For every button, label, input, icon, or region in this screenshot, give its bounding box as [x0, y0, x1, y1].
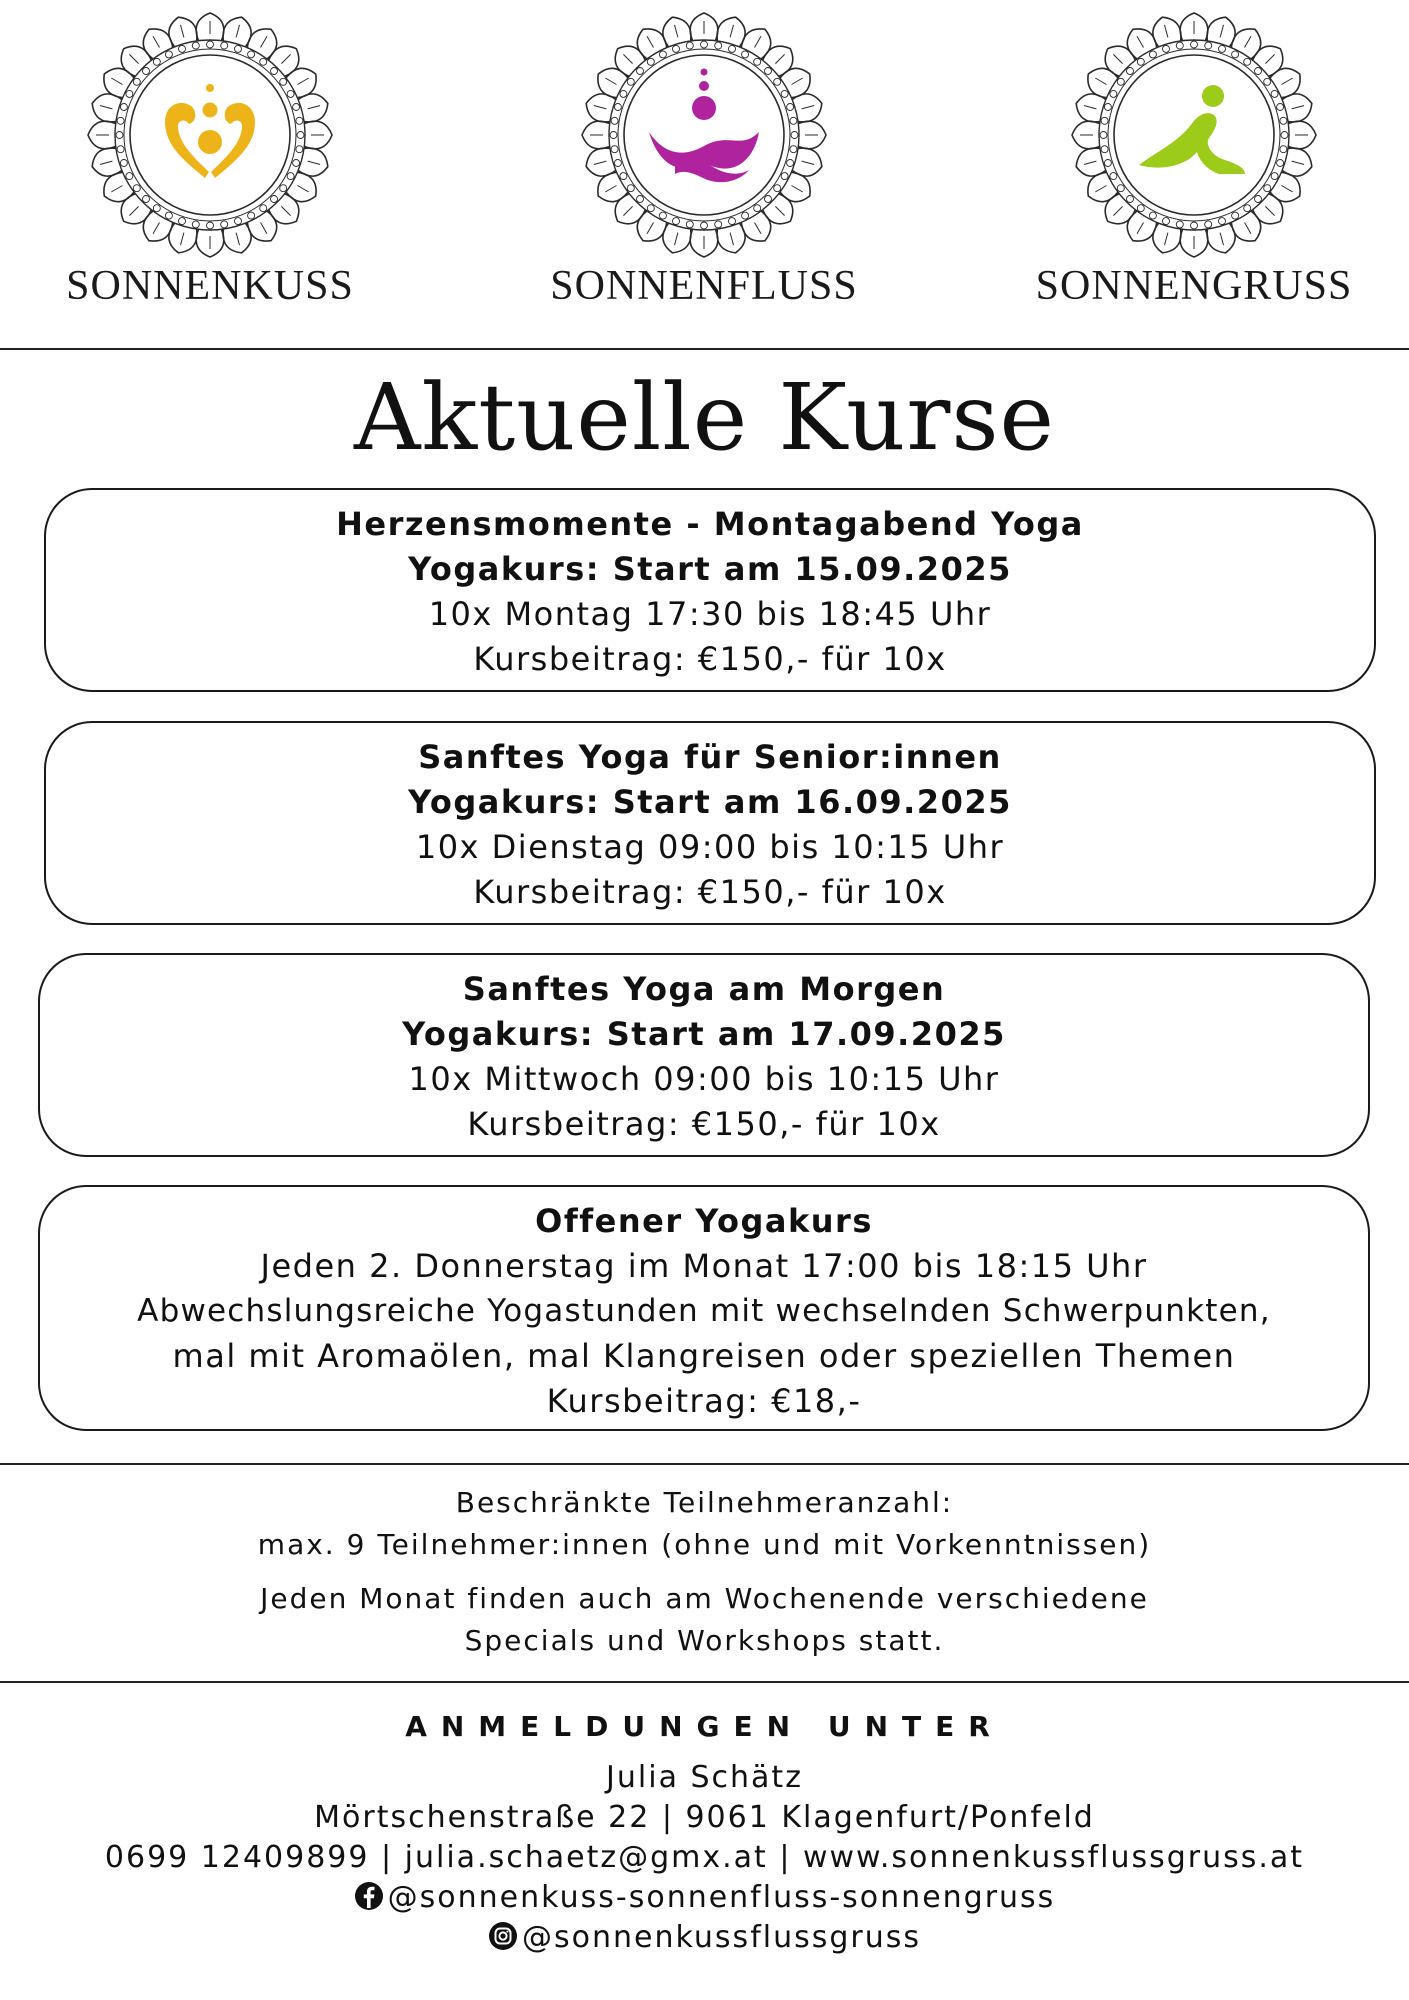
facebook-handle: @sonnenkuss-sonnenfluss-sonnengruss [387, 1880, 1056, 1915]
course-card-open [38, 1185, 1370, 1431]
course-schedule: Jeden 2. Donnerstag im Monat 17:00 bis 18:15 Uhr [260, 1247, 1148, 1285]
instagram-handle-row [0, 1918, 1409, 1958]
logo-name: SONNENGRUSS [1035, 263, 1353, 309]
logo-sonnenkuss [0, 10, 420, 310]
divider-bottom [0, 1681, 1409, 1683]
info-line: Specials und Workshops statt. [464, 1624, 945, 1657]
specials-info [0, 1578, 1409, 1662]
course-title: Herzensmomente - Montagabend Yoga [336, 505, 1084, 543]
contact-address: Mörtschenstraße 22 | 9061 Klagenfurt/Ponfeld [314, 1800, 1095, 1835]
contact-details: 0699 12409899 | julia.schaetz@gmx.at | www.sonnenkussflussgruss.at [104, 1840, 1305, 1875]
sun-mandala-icon [85, 10, 335, 260]
course-start: Yogakurs: Start am 15.09.2025 [408, 550, 1012, 588]
course-start: Yogakurs: Start am 17.09.2025 [402, 1015, 1006, 1053]
course-price: Kursbeitrag: €150,- für 10x [467, 1105, 941, 1143]
course-card [38, 953, 1370, 1157]
facebook-handle-row [0, 1878, 1409, 1918]
course-card [44, 721, 1376, 925]
course-title: Sanftes Yoga am Morgen [462, 970, 946, 1008]
course-price: Kursbeitrag: €150,- für 10x [473, 640, 947, 678]
course-start: Yogakurs: Start am 16.09.2025 [408, 783, 1012, 821]
contact-block [0, 1758, 1409, 1958]
course-description: mal mit Aromaölen, mal Klangreisen oder speziellen Themen [172, 1337, 1236, 1375]
course-schedule: 10x Montag 17:30 bis 18:45 Uhr [428, 595, 992, 633]
info-line: Jeden Monat finden auch am Wochenende verschiedene [260, 1582, 1149, 1615]
sun-mandala-icon [579, 10, 829, 260]
divider-top [0, 348, 1409, 350]
course-title: Offener Yogakurs [535, 1202, 873, 1240]
info-line: Beschränkte Teilnehmeranzahl: [455, 1486, 954, 1519]
course-schedule: 10x Dienstag 09:00 bis 10:15 Uhr [415, 828, 1005, 866]
course-price: Kursbeitrag: €18,- [546, 1382, 862, 1420]
page-title: Aktuelle Kurse [354, 364, 1055, 471]
course-schedule: 10x Mittwoch 09:00 bis 10:15 Uhr [408, 1060, 1000, 1098]
contact-name: Julia Schätz [606, 1760, 803, 1795]
divider-middle [0, 1463, 1409, 1465]
logo-sonnenfluss [494, 10, 914, 310]
course-price: Kursbeitrag: €150,- für 10x [473, 873, 947, 911]
instagram-handle: @sonnenkussflussgruss [521, 1920, 922, 1955]
logo-name: SONNENFLUSS [550, 263, 858, 309]
logo-sonnengruss [984, 10, 1404, 310]
participant-limit [0, 1482, 1409, 1566]
registration-title: ANMELDUNGEN UNTER [405, 1710, 1004, 1743]
logo-name: SONNENKUSS [66, 263, 354, 309]
facebook-icon [354, 1881, 384, 1911]
instagram-icon [488, 1921, 518, 1951]
course-card [44, 488, 1376, 692]
course-description: Abwechslungsreiche Yogastunden mit wechselnden Schwerpunkten, [137, 1293, 1271, 1329]
info-line: max. 9 Teilnehmer:innen (ohne und mit Vorkenntnissen) [257, 1528, 1152, 1561]
sun-mandala-icon [1069, 10, 1319, 260]
course-title: Sanftes Yoga für Senior:innen [418, 738, 1002, 776]
